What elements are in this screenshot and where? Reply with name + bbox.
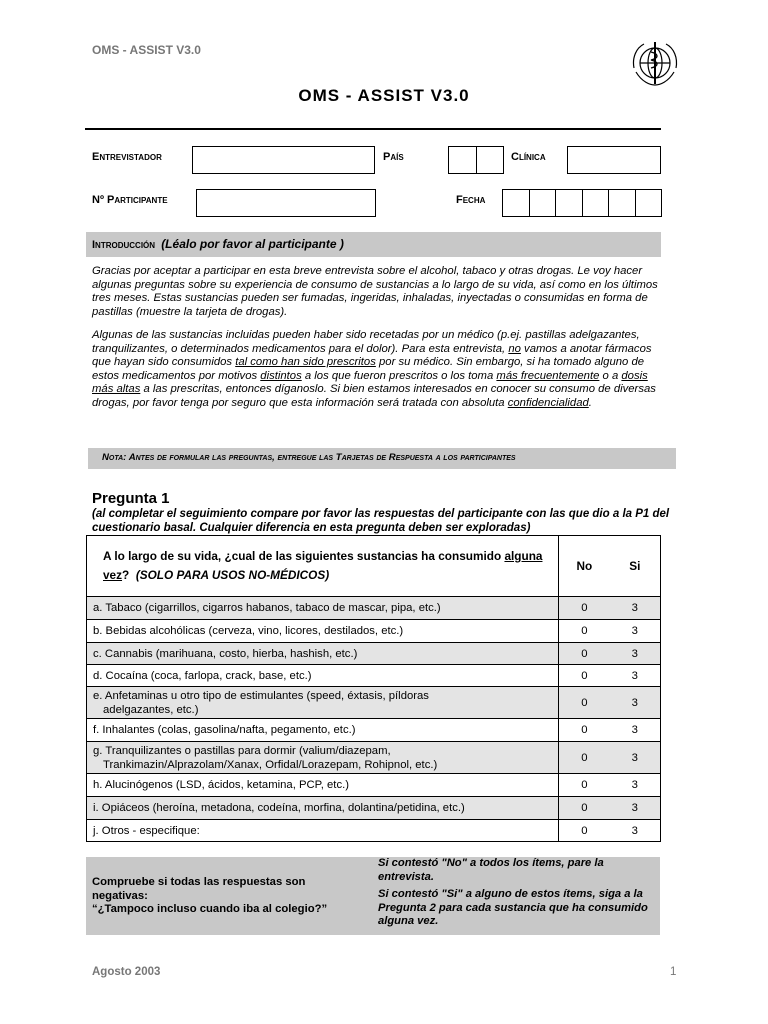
any-yes-instruction: Si contestó "Si" a alguno de estos ítems, siga a la Pregunta 2 para cada sustancia que ha consumido alguna vez. <box>378 888 648 928</box>
instruction-right <box>378 857 658 929</box>
participante-field[interactable] <box>196 189 376 217</box>
item-label: i. Opiáceos (heroína, metadona, codeína, morfina, dolantina/petidina, etc.) <box>87 797 559 820</box>
nota-text: Nota: Antes de formular las preguntas, entregue las Tarjetas de Respuesta a los participantes <box>102 452 516 463</box>
school-question-text: “¿Tampoco incluso cuando iba al colegio?” <box>92 903 328 915</box>
answer-no[interactable]: 0 <box>559 620 610 643</box>
instruction-box <box>86 857 660 935</box>
page-number: 1 <box>670 966 677 978</box>
col-no-header: No <box>559 536 610 597</box>
intro-bar <box>86 232 661 257</box>
title-divider <box>85 128 661 130</box>
answer-si[interactable]: 3 <box>610 687 661 719</box>
answer-si[interactable]: 3 <box>610 620 661 643</box>
pais-label: País <box>383 151 404 163</box>
intro-note: (Léalo por favor al participante ) <box>161 237 344 251</box>
clinica-label: Clínica <box>511 151 546 163</box>
pais-field[interactable] <box>448 146 504 174</box>
header-small-title: OMS - ASSIST V3.0 <box>92 43 201 57</box>
question-1-note: (al completar el seguimiento compare por favor las respuestas del participante con las que dio a la P1 del cuestionario basal. Cualquier diferencia en esta pregunta deben ser exploradas) <box>92 508 670 534</box>
answer-no[interactable]: 0 <box>559 774 610 797</box>
nota-bar <box>88 448 676 469</box>
item-label: f. Inhalantes (colas, gasolina/nafta, pegamento, etc.) <box>87 719 559 742</box>
answer-no[interactable]: 0 <box>559 797 610 820</box>
answer-no[interactable]: 0 <box>559 719 610 742</box>
item-label: g. Tranquilizantes o pastillas para dormir (valium/diazepam, Trankimazin/Alprazolam/Xanax, Orfidal/Lorazepam, Rohipnol, etc.) <box>87 742 559 774</box>
answer-si[interactable]: 3 <box>610 820 661 842</box>
footer-date: Agosto 2003 <box>92 966 161 978</box>
instruction-left <box>92 876 362 917</box>
substances-table <box>86 535 661 842</box>
table-row <box>87 643 661 665</box>
fecha-field[interactable] <box>502 189 662 217</box>
table-row <box>87 820 661 842</box>
item-label: c. Cannabis (marihuana, costo, hierba, hashish, etc.) <box>87 643 559 665</box>
participante-label: Nº Participante <box>92 194 168 206</box>
answer-si[interactable]: 3 <box>610 742 661 774</box>
item-label: b. Bebidas alcohólicas (cerveza, vino, licores, destilados, etc.) <box>87 620 559 643</box>
page-title: OMS - ASSIST V3.0 <box>298 86 470 105</box>
item-label: j. Otros - especifique: <box>87 820 559 842</box>
fecha-label: Fecha <box>456 194 486 206</box>
answer-no[interactable]: 0 <box>559 597 610 620</box>
item-label: a. Tabaco (cigarrillos, cigarros habanos, tabaco de mascar, pipa, etc.) <box>87 597 559 620</box>
who-emblem-icon <box>626 38 684 88</box>
item-label: e. Anfetaminas u otro tipo de estimulantes (speed, éxtasis, píldoras adelgazantes, etc.) <box>87 687 559 719</box>
item-label: d. Cocaína (coca, farlopa, crack, base, etc.) <box>87 665 559 687</box>
answer-no[interactable]: 0 <box>559 820 610 842</box>
table-row <box>87 719 661 742</box>
answer-no[interactable]: 0 <box>559 742 610 774</box>
question-1-title: Pregunta 1 <box>92 490 170 507</box>
table-header-row <box>87 536 661 597</box>
answer-no[interactable]: 0 <box>559 665 610 687</box>
answer-si[interactable]: 3 <box>610 797 661 820</box>
all-no-instruction: Si contestó "No" a todos los ítems, pare la entrevista. <box>378 857 604 883</box>
answer-si[interactable]: 3 <box>610 597 661 620</box>
answer-no[interactable]: 0 <box>559 687 610 719</box>
entrevistador-field[interactable] <box>192 146 375 174</box>
table-row <box>87 687 661 719</box>
answer-si[interactable]: 3 <box>610 774 661 797</box>
question-text: A lo largo de su vida, ¿cual de las siguientes sustancias ha consumido alguna vez? (SOLO PARA USOS NO-MÉDICOS) <box>87 536 559 597</box>
clinica-field[interactable] <box>567 146 661 174</box>
item-label: h. Alucinógenos (LSD, ácidos, ketamina, PCP, etc.) <box>87 774 559 797</box>
answer-si[interactable]: 3 <box>610 719 661 742</box>
answer-si[interactable]: 3 <box>610 643 661 665</box>
table-row <box>87 742 661 774</box>
answer-no[interactable]: 0 <box>559 643 610 665</box>
check-negative-text: Compruebe si todas las respuestas son negativas: <box>92 876 306 902</box>
intro-label: Introducción <box>92 239 156 251</box>
table-row <box>87 620 661 643</box>
col-si-header: Si <box>610 536 661 597</box>
entrevistador-label: Entrevistador <box>92 151 162 163</box>
answer-si[interactable]: 3 <box>610 665 661 687</box>
table-row <box>87 797 661 820</box>
table-row <box>87 774 661 797</box>
intro-paragraph-1: Gracias por aceptar a participar en esta breve entrevista sobre el alcohol, tabaco y otras drogas. Le voy hacer algunas preguntas sobre su experiencia de consumo de sustancias a lo largo de su vida, así como en los últimos tres meses. Estas sustancias pueden ser fumadas, ingeridas, inhaladas, inyectadas o consumidas en forma de pastillas (muestre la tarjeta de drogas). <box>92 265 658 318</box>
table-row <box>87 597 661 620</box>
intro-paragraph-2: Algunas de las sustancias incluidas pueden haber sido recetadas por un médico (p.ej. pastillas adelgazantes, tranquilizantes, o determinados medicamentos para el dolor). Para esta entrevista, no vamos a anotar fármacos que hayan sido consumidos tal como han sido prescritos por su médico. Sin embargo, si ha tomado alguno de estos medicamentos por motivos distintos a los que fueron prescritos o los toma más frecuentemente o a dosis más altas a las prescritas, entonces díganoslo. Si bien estamos interesados en conocer su consumo de diversas drogas, por favor tenga por seguro que esta información será tratada con absoluta confidencialidad. <box>92 329 656 409</box>
table-row <box>87 665 661 687</box>
